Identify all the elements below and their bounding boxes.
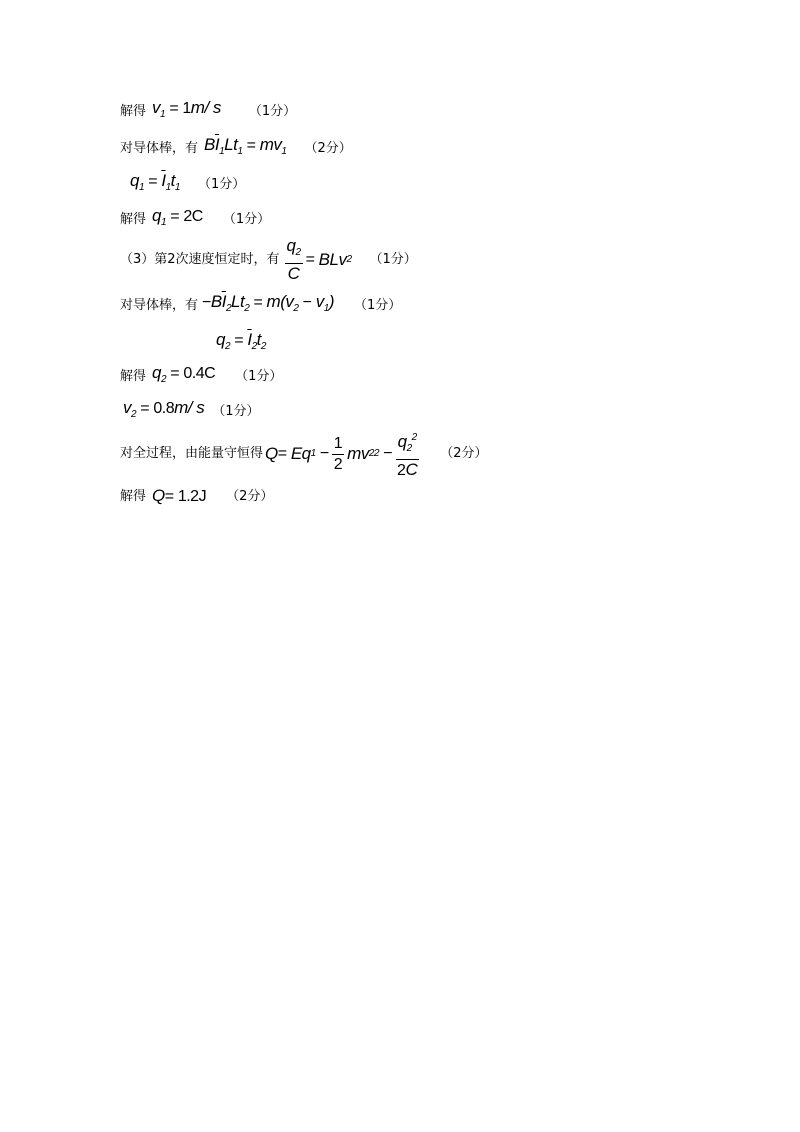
result-value: 0.4C	[183, 365, 216, 382]
fraction-q2-over-c: $\frac{q_2}{C}$	[286, 236, 301, 283]
solution-line-momentum-2	[120, 292, 401, 319]
solution-line-momentum-1	[120, 135, 352, 162]
line-prefix: 解得	[120, 211, 147, 227]
score-label: （2分）	[304, 140, 352, 156]
score-label: （1分）	[248, 103, 297, 119]
equation-q1-result: $q_1 = 2C$	[152, 206, 203, 228]
equation-part3: $\frac{q_2}{C}$ = BLv 2	[286, 236, 352, 283]
result-value: 0.8	[153, 400, 175, 417]
equation-momentum-2: $-B\overline{I}_2Lt_2 = m(v_2 - v_1)$	[202, 292, 334, 314]
line-prefix: （3）第2次速度恒定时，有	[120, 252, 280, 267]
score-label: （1分）	[212, 403, 260, 419]
result-value: 1.2J	[177, 488, 207, 505]
equation-q-result: Q= 1.2J	[152, 486, 207, 505]
solution-line-q2	[216, 330, 266, 357]
line-prefix: 解得	[120, 103, 147, 119]
equation-q2: $q_2 = \overline{I}_2t_2$	[216, 330, 266, 352]
solution-line-q1-result	[120, 206, 270, 233]
solution-line-v1	[120, 98, 296, 125]
line-prefix: 对导体棒，有	[120, 297, 199, 313]
score-label: （1分）	[369, 252, 417, 267]
score-label: （2分）	[226, 488, 274, 504]
line-prefix: 解得	[120, 488, 147, 504]
equation-energy: Q = Eq 1 − $\frac{1}{2}$ mv 2 2 − $\frac{q_2^2}{2C}$	[265, 428, 422, 481]
equation-momentum-1: $B\overline{I}_1Lt_1 = mv_1$	[204, 135, 287, 157]
solution-line-q-result	[120, 486, 273, 507]
solution-line-energy	[120, 431, 488, 479]
score-label: （1分）	[235, 368, 283, 384]
fraction-one-half: $\frac{1}{2}$	[333, 434, 343, 473]
equation-v2-result: $v_2 = 0.8m/$ s	[123, 398, 205, 420]
result-value: 2C	[183, 208, 203, 225]
solution-line-v2-result	[123, 398, 260, 425]
score-label: （1分）	[222, 211, 271, 227]
equation-q1: $q_1 = \overline{I}_1t_1$	[130, 171, 180, 193]
solution-line-q1	[130, 171, 245, 198]
solution-line-q2-result	[120, 363, 282, 390]
line-prefix: 对导体棒，有	[120, 140, 199, 156]
line-prefix: 对全过程，由能量守恒得	[120, 446, 264, 461]
equation-v1: $v_1 = 1m/$ s	[152, 98, 221, 120]
solution-line-part3	[120, 236, 417, 283]
equation-q2-result: $q_2 = 0.4C$	[152, 363, 216, 385]
score-label: （2分）	[440, 446, 488, 461]
line-prefix: 解得	[120, 368, 147, 384]
score-label: （1分）	[197, 176, 246, 192]
score-label: （1分）	[353, 297, 402, 313]
fraction-q2-squared-over-2c: $\frac{q_2^2}{2C}$	[395, 428, 419, 481]
